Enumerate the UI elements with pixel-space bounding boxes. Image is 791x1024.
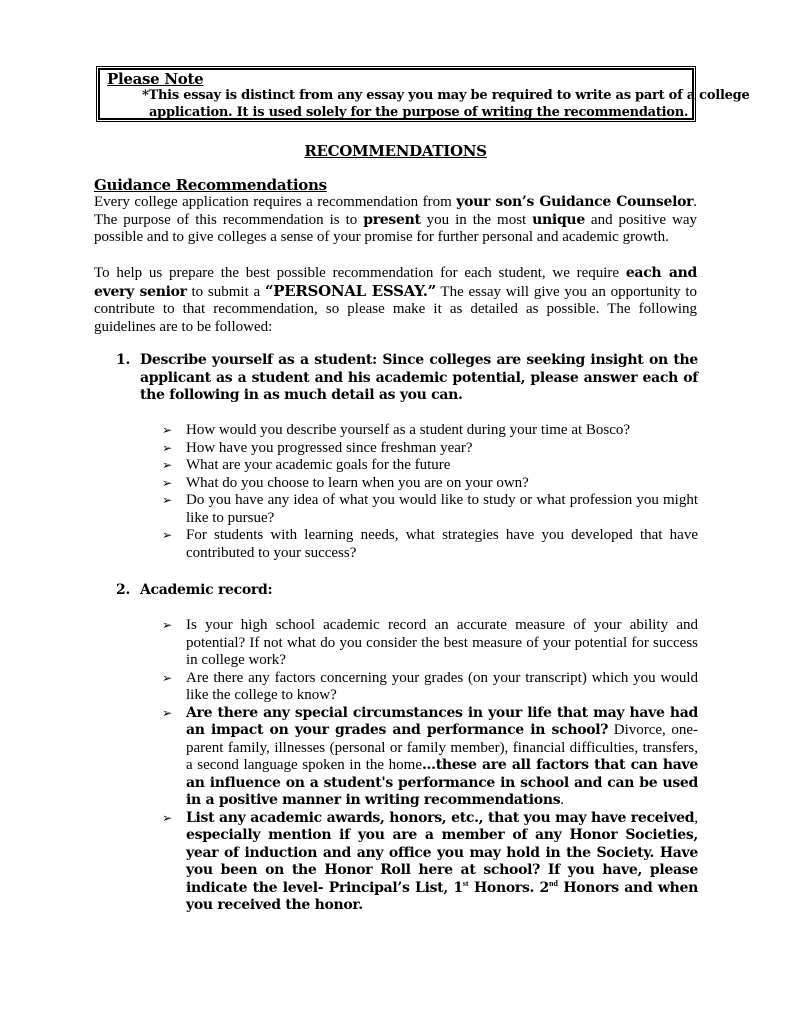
section-1-bullet-list [162,422,698,562]
list-item: ➢ How would you describe yourself as a student during your time at Bosco? [162,422,631,438]
text-run: To help us prepare the best possible recommendation for each student, we require [94,265,626,281]
text-run: you in the most [420,211,533,228]
arrow-bullet-icon: ➢ [162,705,173,720]
arrow-bullet-icon: ➢ [162,458,173,472]
intro-paragraph [94,194,697,247]
arrow-bullet-icon: ➢ [162,618,173,632]
list-item: ➢ How have you progressed since freshman year? [162,439,473,456]
arrow-bullet-icon: ➢ [162,475,173,490]
arrow-bullet-icon: ➢ [162,670,173,685]
list-item: ➢ Is your high school academic record an accurate measure of your ability and potential? If not what do you consider the best measure of your potential for success in college work? [162,617,698,668]
note-box [98,68,750,120]
note-line-2: application. It is used solely for the purpose of writing the recommendation. [149,105,689,120]
section-number: 2. [116,582,131,598]
section-number: 1. [116,352,131,368]
list-item: ➢ Do you have any idea of what you would like to study or what profession you might like to pursue? [162,492,698,526]
list-item: ➢ Are there any special circumstances in your life that may have had an impact on your grades and performance in school? Divorce, one-parent family, illnesses (personal or family member), financial difficulties, transfers, a second language spoken in the home...these are all factors that can have an influence on a student's performance in school and can be used in a positive manner in writing recommendations. [162,704,698,808]
section-2-heading [116,582,698,600]
section-text: Describe yourself as a student: Since colleges are seeking insight on the applicant as a student and his academic potential, please answer each of the following in as much detail as you can. [140,352,698,403]
section-1-heading [116,352,698,405]
arrow-bullet-icon: ➢ [162,493,173,507]
text-run: Every college application requires a recommendation from [94,194,457,210]
note-line-1: *This essay is distinct from any essay you may be required to write as part of a college [142,88,750,103]
arrow-bullet-icon: ➢ [162,440,173,455]
arrow-bullet-icon: ➢ [162,528,173,542]
list-item: ➢ List any academic awards, honors, etc., that you may have received, especially mention if you are a member of any Honor Societies, year of induction and any office you may hold in the Society. Have you been on the Honor Roll here at school? If you have, please indicate the level- Principal’s List, 1st Honors. 2nd Honors and when you received the honor. [162,809,698,913]
list-item: ➢ Are there any factors concerning your grades (on your transcript) which you would like the college to know? [162,669,698,703]
text-run-bold: present [363,211,421,228]
list-item: ➢ What do you choose to learn when you are on your own? [162,474,529,491]
section-heading: Guidance Recommendations [94,176,327,194]
list-item: ➢ For students with learning needs, what strategies have you developed that have contributed to your success? [162,527,698,561]
text-run-bold: your son’s Guidance Counselor [456,194,694,210]
text-run: The essay will give you an opportunity to contribute to that recommendation, so please make it as detailed as possible. The following guidelines are to be followed: [94,283,698,335]
text-run-bold: each and every senior [94,265,697,300]
list-item: ➢ What are your academic goals for the future [162,457,451,473]
section-2-bullet-list [162,617,698,915]
text-run: to submit a [186,283,265,300]
instructions-paragraph [94,265,697,336]
section-text: Academic record: [140,582,273,598]
text-run-bold: “PERSONAL ESSAY.” [264,281,436,300]
text-run-bold: unique [532,211,585,228]
text-run: . The purpose of this recommendation is to [94,194,697,228]
text-run: and positive way possible and to give colleges a sense of your promise for further personal and academic growth. [94,211,697,245]
arrow-bullet-icon: ➢ [162,810,173,825]
page-title: RECOMMENDATIONS [304,142,487,160]
arrow-bullet-icon: ➢ [162,423,173,437]
note-title: Please Note [107,70,204,88]
